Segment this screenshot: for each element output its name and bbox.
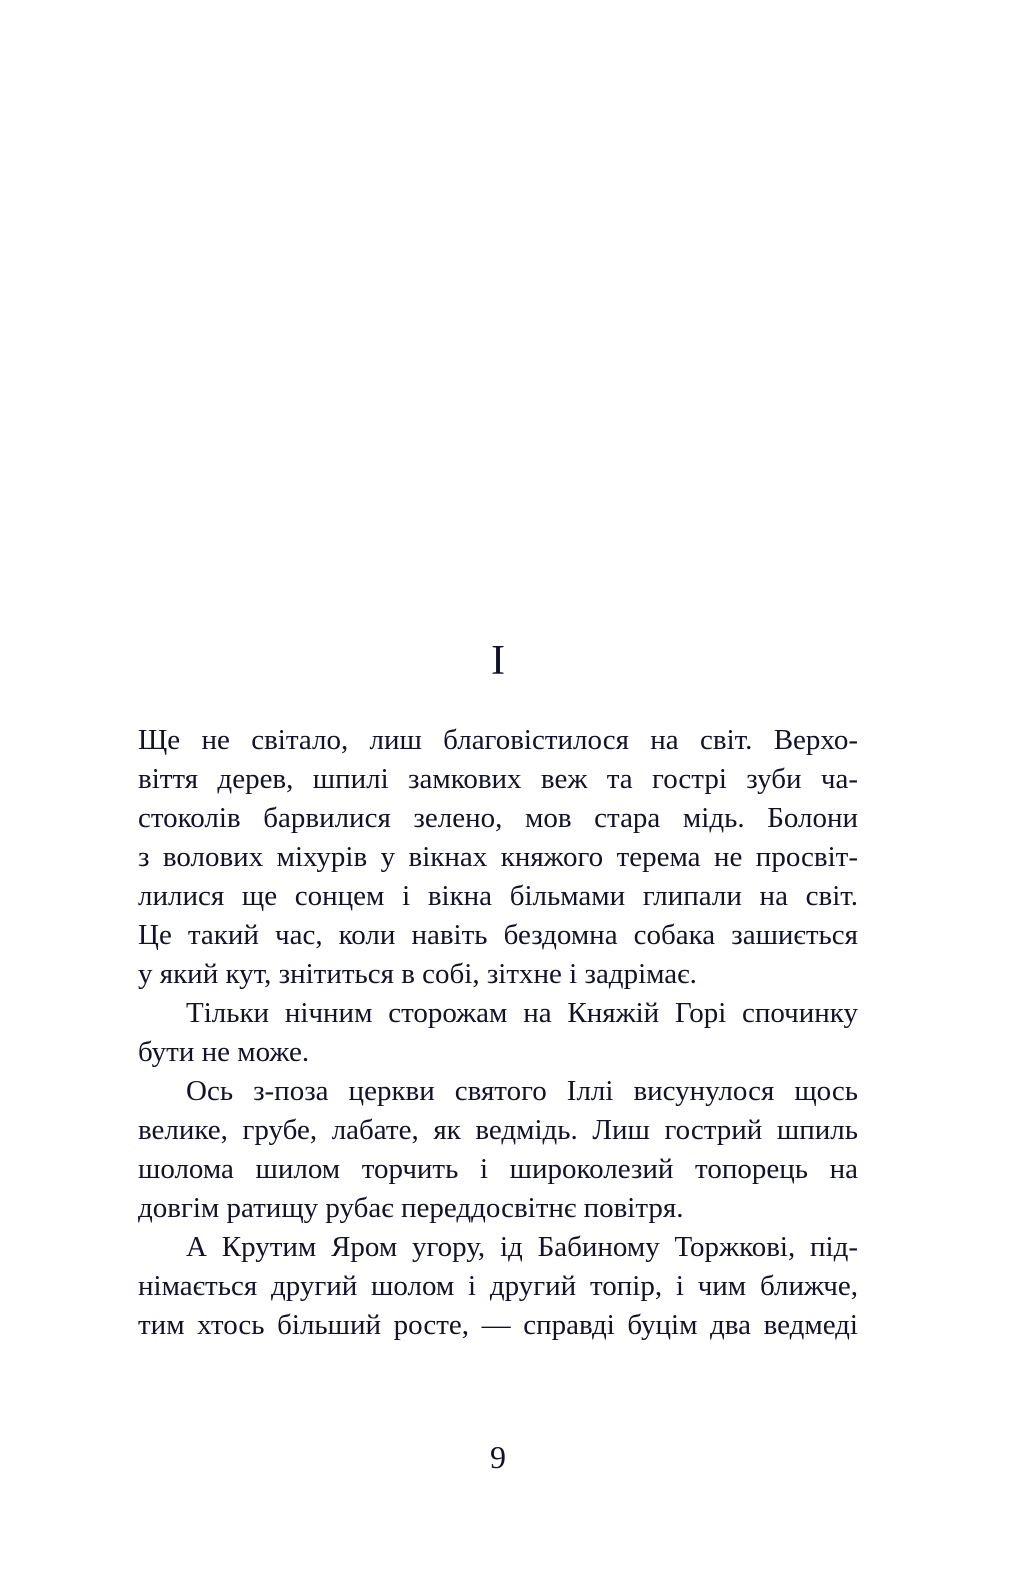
text-line: лилися ще сонцем і вікна більмами глипали на світ.	[138, 880, 858, 912]
paragraph-2	[138, 994, 858, 1072]
text-line: віття дерев, шпилі замкових веж та гострі зуби ча-	[138, 763, 858, 795]
text-line: німається другий шолом і другий топір, і чим ближче,	[138, 1270, 858, 1302]
text-line: Тільки нічним сторожам на Княжій Горі спочинку	[186, 997, 858, 1029]
paragraph-1	[138, 721, 858, 994]
text-line: Ще не світало, лиш благовістилося на світ. Верхо-	[138, 724, 858, 756]
text-line: А Крутим Яром угору, ід Бабиному Торжкові, під-	[186, 1231, 858, 1263]
text-line: Ось з-поза церкви святого Іллі висунулося щось	[186, 1075, 858, 1107]
text-line: велике, грубе, лабате, як ведмідь. Лиш гострий шпиль	[138, 1114, 858, 1146]
text-line: довгім ратищу рубає переддосвітнє повітря.	[138, 1192, 684, 1224]
text-line: у який кут, знітиться в собі, зітхне і задрімає.	[138, 958, 697, 990]
text-line: бути не може.	[138, 1036, 310, 1068]
text-block	[138, 721, 858, 1345]
chapter-heading: I	[491, 638, 505, 684]
text-line: з волових міхурів у вікнах княжого терема не просвіт-	[138, 841, 858, 873]
page-number: 9	[490, 1439, 506, 1475]
text-line: шолома шилом торчить і широколезий топорець на	[138, 1153, 858, 1185]
text-line: Це такий час, коли навіть бездомна собака зашиється	[138, 919, 858, 951]
paragraph-3	[138, 1072, 858, 1228]
text-line: стоколів барвилися зелено, мов стара мідь. Болони	[138, 802, 858, 834]
paragraph-4	[138, 1228, 858, 1345]
text-line: тим хтось більший росте, — справді буцім два ведмеді	[138, 1309, 858, 1341]
